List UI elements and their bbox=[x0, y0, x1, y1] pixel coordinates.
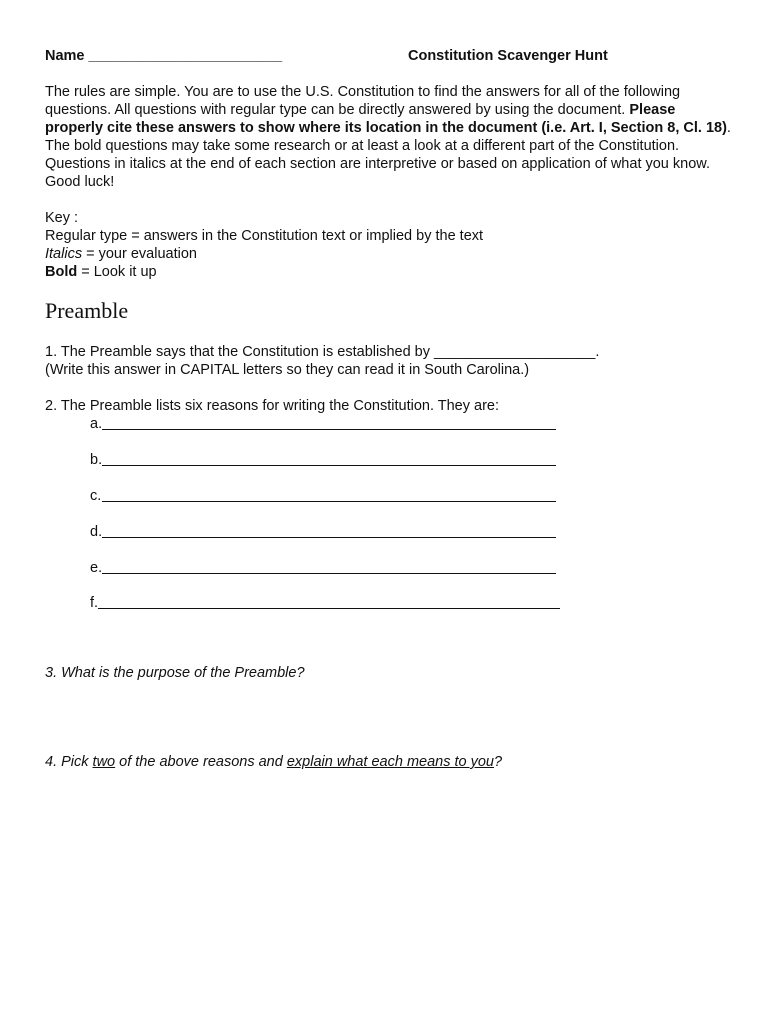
answer-b-line[interactable] bbox=[102, 465, 556, 466]
answer-b-label: b. bbox=[90, 452, 103, 468]
key-regular: Regular type = answers in the Constitution text or implied by the text bbox=[45, 228, 484, 244]
worksheet-title: Constitution Scavenger Hunt bbox=[408, 48, 608, 64]
answer-f-line[interactable] bbox=[98, 608, 560, 609]
question-2: 2. The Preamble lists six reasons for writing the Constitution. They are: bbox=[45, 398, 500, 414]
question-4-end: ? bbox=[494, 754, 503, 770]
question-4-mid: of the above reasons and bbox=[115, 754, 287, 770]
answer-e-label: e. bbox=[90, 560, 103, 576]
answer-a-line[interactable] bbox=[102, 429, 556, 430]
key-bold-word: Bold bbox=[45, 264, 78, 280]
intro-paragraph bbox=[45, 83, 735, 191]
name-label: Name bbox=[45, 48, 85, 64]
answer-c-line[interactable] bbox=[102, 501, 556, 502]
intro-text-2: . The bold questions may take some research or at least a look at a different part of the Constitution. Questions in italics at the end of each section are interpretive or based on application of what you know. Good luck! bbox=[45, 120, 731, 190]
key-bold-desc: = Look it up bbox=[77, 264, 157, 280]
name-label-row bbox=[45, 47, 282, 65]
key-heading: Key : bbox=[45, 210, 79, 226]
key-bold bbox=[45, 263, 157, 281]
name-blank[interactable]: ________________________ bbox=[88, 48, 283, 64]
answer-d-line[interactable] bbox=[102, 537, 556, 538]
question-4-explain: explain what each means to you bbox=[286, 754, 494, 770]
answer-c-label: c. bbox=[90, 488, 102, 504]
section-title: Preamble bbox=[45, 298, 129, 323]
answer-a-label: a. bbox=[90, 416, 103, 432]
question-1: 1. The Preamble says that the Constitution is established by ____________________. bbox=[45, 344, 600, 360]
key-italics-desc: = your evaluation bbox=[82, 246, 197, 262]
intro-text-1: The rules are simple. You are to use the U.S. Constitution to find the answers for all of the following questions. All questions with regular type can be directly answered by using the document. bbox=[45, 84, 681, 118]
question-4-pre: 4. Pick bbox=[45, 754, 93, 770]
answer-f-label: f. bbox=[90, 595, 99, 611]
question-1-note: (Write this answer in CAPITAL letters so they can read it in South Carolina.) bbox=[45, 362, 530, 378]
intro-citation-instruction: Please properly cite these answers to show where its location in the document (i.e. Art. I, Section 8, Cl. 18) bbox=[45, 102, 727, 136]
question-3: 3. What is the purpose of the Preamble? bbox=[45, 665, 305, 681]
key-italics-word: Italics bbox=[45, 246, 83, 262]
question-4 bbox=[45, 753, 502, 771]
question-4-two: two bbox=[92, 754, 116, 770]
key-italics bbox=[45, 245, 197, 263]
answer-e-line[interactable] bbox=[102, 573, 556, 574]
answer-d-label: d. bbox=[90, 524, 103, 540]
